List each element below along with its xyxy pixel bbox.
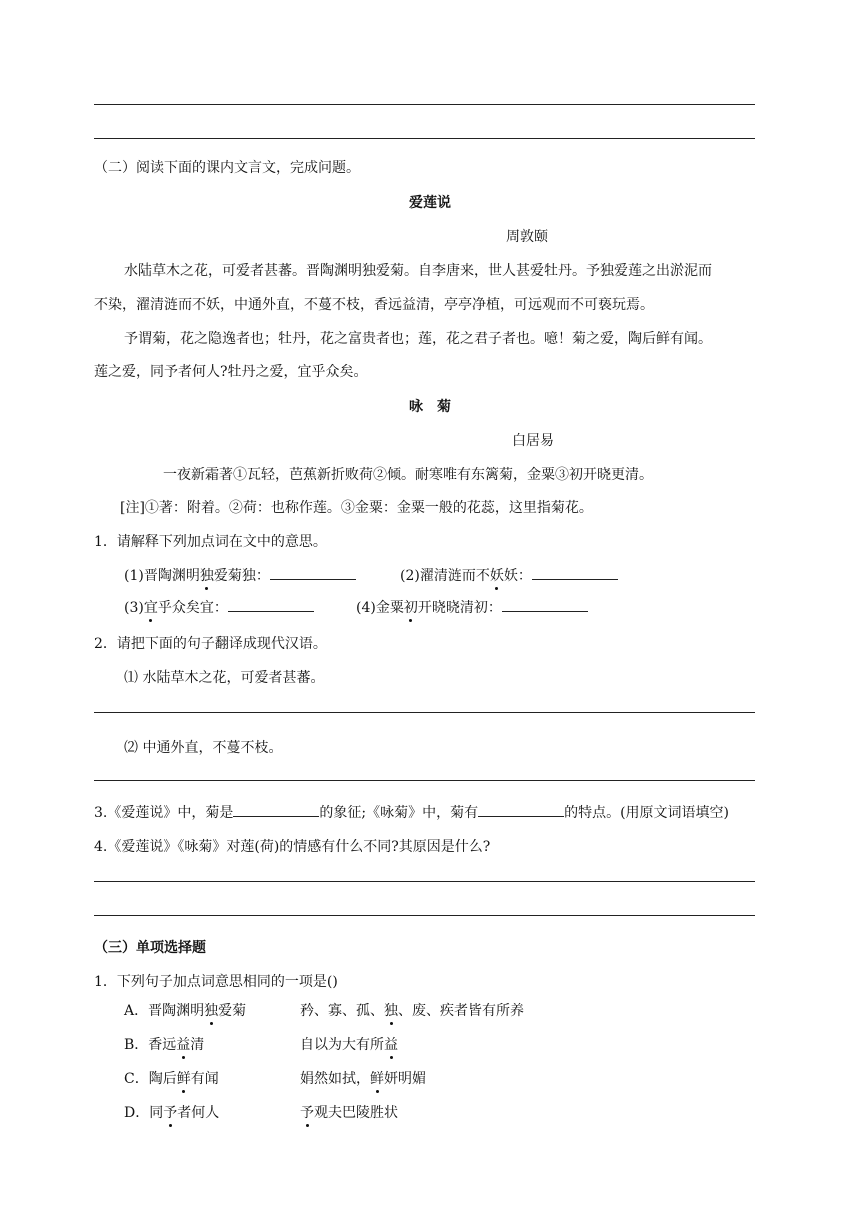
passage-line: 莲之爱，同予者何人?牡丹之爱，宜乎众矣。 xyxy=(94,364,368,380)
blank-field[interactable] xyxy=(478,802,564,817)
translate-sentence: ⑴ 水陆草木之花，可爱者甚蕃。 xyxy=(124,670,325,686)
poem-title: 咏 菊 xyxy=(409,399,451,415)
section-heading: （二）阅读下面的课内文言文，完成问题。 xyxy=(94,160,360,176)
question-item: (2)濯清涟而不妖妖： xyxy=(400,565,618,585)
answer-line[interactable] xyxy=(94,780,755,781)
passage-line: 予谓菊，花之隐逸者也；牡丹，花之富贵者也；莲，花之君子者也。噫！菊之爱，陶后鲜有闻。 xyxy=(124,331,712,347)
blank-field[interactable] xyxy=(502,597,588,612)
option-d-compare: 予观夫巴陵胜状 xyxy=(300,1102,398,1122)
answer-line[interactable] xyxy=(94,138,755,139)
emphasis-dot-char: 予 xyxy=(300,1102,314,1122)
poem-note: [注]①著：附着。②荷：也称作莲。③金粟：金粟一般的花蕊，这里指菊花。 xyxy=(120,500,593,516)
emphasis-dot-char: 宜 xyxy=(144,597,158,617)
passage-line: 水陆草木之花，可爱者甚蕃。晋陶渊明独爱菊。自李唐来，世人甚爱牡丹。予独爱莲之出淤泥而 xyxy=(124,263,712,279)
emphasis-dot-char: 独 xyxy=(384,1000,398,1020)
answer-line[interactable] xyxy=(94,104,755,105)
question-stem: 2．请把下面的句子翻译成现代汉语。 xyxy=(94,636,327,652)
poem-author: 白居易 xyxy=(512,433,554,449)
blank-field[interactable] xyxy=(233,802,319,817)
emphasis-dot-char: 予 xyxy=(163,1102,177,1122)
blank-field[interactable] xyxy=(228,597,314,612)
option-a[interactable]: A．晋陶渊明独爱菊 xyxy=(124,1000,246,1020)
question-item: (1)晋陶渊明独爱菊独： xyxy=(124,565,356,585)
question-stem: 1．请解释下列加点词在文中的意思。 xyxy=(94,534,327,550)
translate-sentence: ⑵ 中通外直，不蔓不枝。 xyxy=(124,740,283,756)
emphasis-dot-char: 益 xyxy=(384,1034,398,1054)
option-c-compare: 娟然如拭，鲜妍明媚 xyxy=(300,1068,426,1088)
poem-author: 周敦颐 xyxy=(506,229,548,245)
option-d[interactable]: D．同予者何人 xyxy=(124,1102,219,1122)
answer-line[interactable] xyxy=(94,712,755,713)
answer-line[interactable] xyxy=(94,915,755,916)
question-stem: 4.《爱莲说》《咏菊》对莲(荷)的情感有什么不同?其原因是什么? xyxy=(94,839,491,855)
option-b-compare: 自以为大有所益 xyxy=(300,1034,398,1054)
option-b[interactable]: B．香远益清 xyxy=(124,1034,204,1054)
emphasis-dot-char: 初 xyxy=(404,597,418,617)
blank-field[interactable] xyxy=(532,565,618,580)
question-stem: 3.《爱莲说》中，菊是 的象征;《咏菊》中，菊有 的特点。(用原文词语填空) xyxy=(94,802,729,822)
option-c[interactable]: C．陶后鲜有闻 xyxy=(124,1068,219,1088)
poem-text: 一夜新霜著①瓦轻，芭蕉新折败荷②倾。耐寒唯有东篱菊，金粟③初开晓更清。 xyxy=(163,467,653,483)
question-stem: 1．下列句子加点词意思相同的一项是() xyxy=(94,974,338,990)
option-a-compare: 矜、寡、孤、独、废、疾者皆有所养 xyxy=(300,1000,524,1020)
emphasis-dot-char: 鲜 xyxy=(177,1068,191,1088)
question-item: (4)金粟初开晓晓清初： xyxy=(356,597,588,617)
emphasis-dot-char: 鲜 xyxy=(370,1068,384,1088)
passage-line: 不染，濯清涟而不妖，中通外直，不蔓不枝，香远益清，亭亭净植，可远观而不可亵玩焉。 xyxy=(94,297,654,313)
emphasis-dot-char: 独 xyxy=(204,1000,218,1020)
emphasis-dot-char: 妖 xyxy=(490,565,504,585)
emphasis-dot-char: 独 xyxy=(200,565,214,585)
blank-field[interactable] xyxy=(270,565,356,580)
answer-line[interactable] xyxy=(94,881,755,882)
section-heading: （三）单项选择题 xyxy=(94,940,206,956)
question-item: (3)宜乎众矣宜： xyxy=(124,597,314,617)
emphasis-dot-char: 益 xyxy=(176,1034,190,1054)
poem-title: 爱莲说 xyxy=(409,195,451,211)
